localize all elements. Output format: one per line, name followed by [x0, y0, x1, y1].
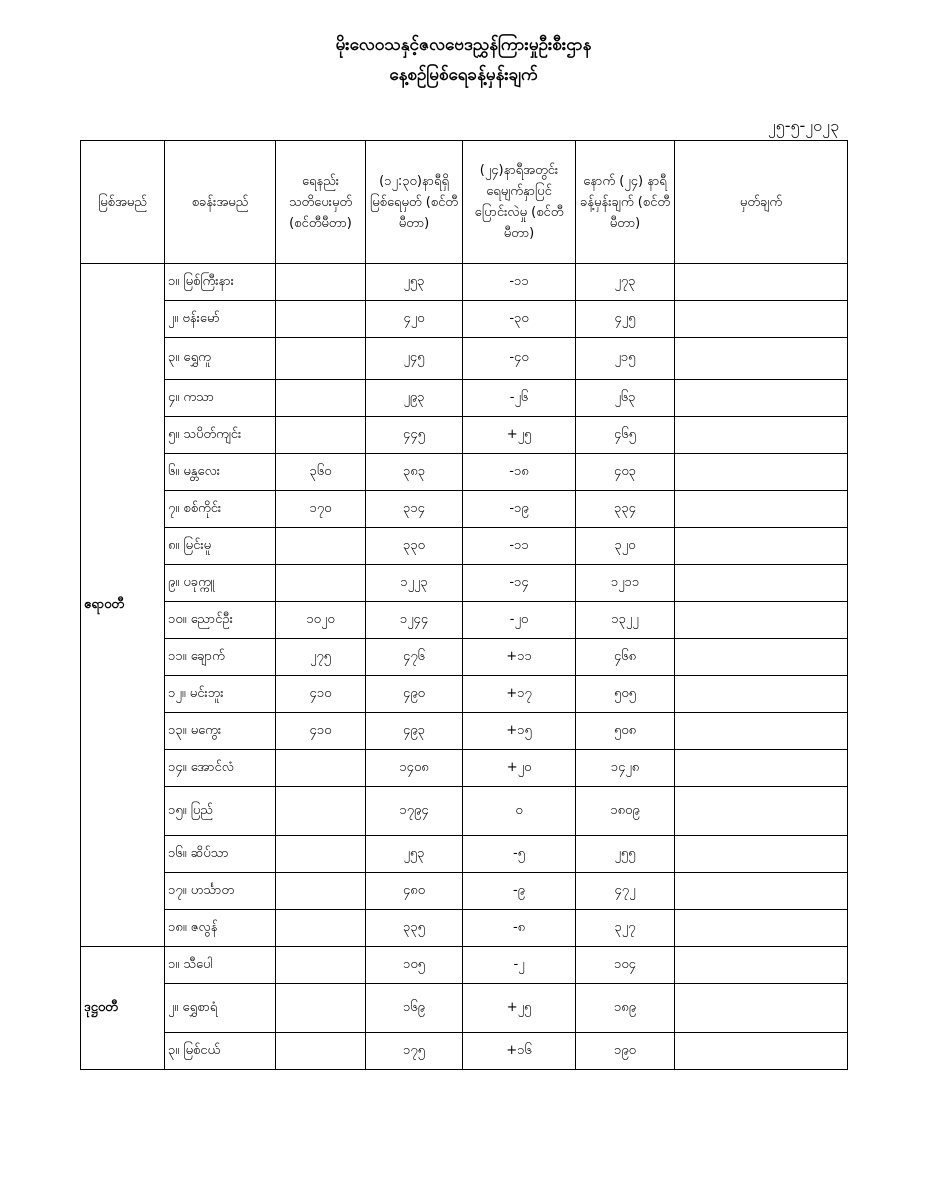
table-row [81, 676, 848, 713]
agency-title: မိုးလေဝသနှင့်ဇလဗေဒညွှန်ကြားမှုဦးစီးဌာန [335, 35, 592, 55]
table-row [81, 910, 848, 947]
remarks-cell [675, 873, 848, 910]
forecast-cell: ၅၀၅ [576, 676, 675, 713]
forecast-cell: ၁၃၂၂ [576, 602, 675, 639]
table-row [81, 836, 848, 873]
change-cell: ၀ [463, 787, 576, 836]
danger-level-cell [276, 565, 366, 602]
danger-level-cell: ၃၆၀ [276, 454, 366, 491]
station-cell: ၁၂။ မင်းဘူး [165, 676, 276, 713]
table-row [81, 639, 848, 676]
station-cell: ၁။ မြစ်ကြီးနား [165, 264, 276, 301]
remarks-cell [675, 639, 848, 676]
observed-level-cell: ၂၄၅ [366, 338, 463, 380]
observed-level-cell: ၁၄၀၈ [366, 750, 463, 787]
station-cell: ၉။ ပခုက္ကူ [165, 565, 276, 602]
table-row [81, 602, 848, 639]
table-row [81, 750, 848, 787]
observed-level-cell: ၂၅၃ [366, 264, 463, 301]
forecast-cell: ၄၂၅ [576, 301, 675, 338]
remarks-cell [675, 602, 848, 639]
station-cell: ၇။ စစ်ကိုင်း [165, 491, 276, 528]
forecast-cell: ၃၂၇ [576, 910, 675, 947]
forecast-cell: ၁၉၀ [576, 1033, 675, 1070]
table-row [81, 491, 848, 528]
forecast-cell: ၁၂၁၁ [576, 565, 675, 602]
change-cell: -၂ [463, 947, 576, 984]
danger-level-cell [276, 380, 366, 417]
header-station: စခန်းအမည် [165, 141, 276, 264]
station-cell: ၁၈။ ဇလွန် [165, 910, 276, 947]
observed-level-cell: ၁၆၉ [366, 984, 463, 1033]
station-cell: ၃။ မြစ်ငယ် [165, 1033, 276, 1070]
observed-level-cell: ၁၀၅ [366, 947, 463, 984]
remarks-cell [675, 301, 848, 338]
danger-level-cell: ၄၁၀ [276, 676, 366, 713]
observed-level-cell: ၃၃၀ [366, 528, 463, 565]
table-row [81, 264, 848, 301]
danger-level-cell [276, 910, 366, 947]
river-name-cell: ဒုဋ္ဌဝတီ [81, 947, 165, 1070]
remarks-cell [675, 491, 848, 528]
remarks-cell [675, 984, 848, 1033]
change-cell: -၁၈ [463, 454, 576, 491]
forecast-cell: ၁၈၀၉ [576, 787, 675, 836]
forecast-cell: ၁၀၄ [576, 947, 675, 984]
change-cell: -၁၁ [463, 264, 576, 301]
observed-level-cell: ၃၁၄ [366, 491, 463, 528]
observed-level-cell: ၄၇၆ [366, 639, 463, 676]
station-cell: ၁၃။ မကွေး [165, 713, 276, 750]
danger-level-cell: ၄၁၀ [276, 713, 366, 750]
observed-level-cell: ၄၈၀ [366, 873, 463, 910]
remarks-cell [675, 676, 848, 713]
forecast-cell: ၄၆၈ [576, 639, 675, 676]
station-cell: ၈။ မြင်းမူ [165, 528, 276, 565]
observed-level-cell: ၄၄၅ [366, 417, 463, 454]
table-row [81, 1033, 848, 1070]
forecast-cell: ၅၀၈ [576, 713, 675, 750]
river-name-cell: ဧရာဝတီ [81, 264, 165, 947]
change-cell: +၁၁ [463, 639, 576, 676]
danger-level-cell: ၁၇၀ [276, 491, 366, 528]
observed-level-cell: ၃၈၃ [366, 454, 463, 491]
danger-level-cell [276, 947, 366, 984]
table-body [81, 264, 848, 1070]
forecast-cell: ၁၄၂၈ [576, 750, 675, 787]
remarks-cell [675, 750, 848, 787]
forecast-cell: ၂၇၃ [576, 264, 675, 301]
change-cell: -၁၉ [463, 491, 576, 528]
forecast-cell: ၂၅၅ [576, 836, 675, 873]
table-row [81, 301, 848, 338]
danger-level-cell: ၂၇၅ [276, 639, 366, 676]
remarks-cell [675, 380, 848, 417]
observed-level-cell: ၁၇၅ [366, 1033, 463, 1070]
forecast-cell: ၂၆၃ [576, 380, 675, 417]
observed-level-cell: ၄၉၀ [366, 676, 463, 713]
remarks-cell [675, 713, 848, 750]
header-remarks: မှတ်ချက် [675, 141, 848, 264]
station-cell: ၃။ ရွှေကူ [165, 338, 276, 380]
change-cell: -၈ [463, 910, 576, 947]
station-cell: ၄။ ကသာ [165, 380, 276, 417]
danger-level-cell [276, 984, 366, 1033]
report-date: ၂၅-၅-၂၀၂၃ [767, 116, 839, 135]
station-cell: ၁၄။ အောင်လံ [165, 750, 276, 787]
table-header-row [81, 141, 848, 264]
river-level-table [80, 140, 848, 1070]
table-row [81, 454, 848, 491]
observed-level-cell: ၄၉၃ [366, 713, 463, 750]
observed-level-cell: ၁၂၂၃ [366, 565, 463, 602]
remarks-cell [675, 1033, 848, 1070]
table-row [81, 417, 848, 454]
remarks-cell [675, 836, 848, 873]
table-row [81, 947, 848, 984]
danger-level-cell [276, 338, 366, 380]
station-cell: ၂။ ရွှေစာရံ [165, 984, 276, 1033]
forecast-cell: ၃၂၀ [576, 528, 675, 565]
change-cell: -၁၁ [463, 528, 576, 565]
station-cell: ၁၀။ ညောင်ဦး [165, 602, 276, 639]
change-cell: -၅ [463, 836, 576, 873]
change-cell: -၁၄ [463, 565, 576, 602]
forecast-cell: ၄၀၃ [576, 454, 675, 491]
danger-level-cell [276, 1033, 366, 1070]
change-cell: +၁၇ [463, 676, 576, 713]
forecast-cell: ၂၁၅ [576, 338, 675, 380]
observed-level-cell: ၂၉၃ [366, 380, 463, 417]
remarks-cell [675, 454, 848, 491]
danger-level-cell [276, 750, 366, 787]
station-cell: ၁၆။ ဆိပ်သာ [165, 836, 276, 873]
change-cell: -၃၀ [463, 301, 576, 338]
change-cell: -၂၀ [463, 602, 576, 639]
report-title: နေ့စဉ်မြစ်ရေခန့်မှန်းချက် [389, 65, 538, 85]
danger-level-cell [276, 264, 366, 301]
table-row [81, 565, 848, 602]
table-row [81, 528, 848, 565]
change-cell: +၁၅ [463, 713, 576, 750]
observed-level-cell: ၁၂၄၄ [366, 602, 463, 639]
table-row [81, 873, 848, 910]
station-cell: ၁။ သီပေါ [165, 947, 276, 984]
station-cell: ၁၅။ ပြည် [165, 787, 276, 836]
danger-level-cell [276, 417, 366, 454]
change-cell: -၉ [463, 873, 576, 910]
change-cell: +၁၆ [463, 1033, 576, 1070]
table-row [81, 984, 848, 1033]
danger-level-cell [276, 528, 366, 565]
table-row [81, 380, 848, 417]
remarks-cell [675, 565, 848, 602]
danger-level-cell [276, 787, 366, 836]
remarks-cell [675, 910, 848, 947]
table-row [81, 338, 848, 380]
header-forecast: နောက် (၂၄) နာရီ ခန့်မှန်းချက် (စင်တီမီတာ) [576, 141, 675, 264]
change-cell: +၂၅ [463, 417, 576, 454]
station-cell: ၅။ သပိတ်ကျင်း [165, 417, 276, 454]
header-river: မြစ်အမည် [81, 141, 165, 264]
danger-level-cell: ၁၀၂၀ [276, 602, 366, 639]
station-cell: ၁၁။ ချောက် [165, 639, 276, 676]
forecast-cell: ၃၃၄ [576, 491, 675, 528]
change-cell: -၄၀ [463, 338, 576, 380]
danger-level-cell [276, 873, 366, 910]
observed-level-cell: ၂၅၃ [366, 836, 463, 873]
remarks-cell [675, 417, 848, 454]
header-observed-level: (၁၂:၃၀)နာရီရှိ မြစ်ရေမှတ် (စင်တီမီတာ) [366, 141, 463, 264]
observed-level-cell: ၄၂၀ [366, 301, 463, 338]
station-cell: ၁၇။ ဟင်္သာတ [165, 873, 276, 910]
remarks-cell [675, 947, 848, 984]
change-cell: -၂၆ [463, 380, 576, 417]
forecast-cell: ၄၇၂ [576, 873, 675, 910]
forecast-cell: ၁၈၉ [576, 984, 675, 1033]
remarks-cell [675, 787, 848, 836]
remarks-cell [675, 264, 848, 301]
remarks-cell [675, 528, 848, 565]
danger-level-cell [276, 836, 366, 873]
station-cell: ၂။ ဗန်းမော် [165, 301, 276, 338]
remarks-cell [675, 338, 848, 380]
change-cell: +၂၅ [463, 984, 576, 1033]
header-danger-level: ရေနည်း သတိပေးမှတ် (စင်တီမီတာ) [276, 141, 366, 264]
change-cell: +၂၀ [463, 750, 576, 787]
danger-level-cell [276, 301, 366, 338]
table-row [81, 787, 848, 836]
forecast-cell: ၄၆၅ [576, 417, 675, 454]
table-row [81, 713, 848, 750]
observed-level-cell: ၁၇၉၄ [366, 787, 463, 836]
station-cell: ၆။ မန္တလေး [165, 454, 276, 491]
observed-level-cell: ၃၃၅ [366, 910, 463, 947]
header-24h-change: (၂၄)နာရီအတွင်း ရေမျက်နှာပြင် ပြောင်းလဲမှု (စင်တီမီတာ) [463, 141, 576, 264]
